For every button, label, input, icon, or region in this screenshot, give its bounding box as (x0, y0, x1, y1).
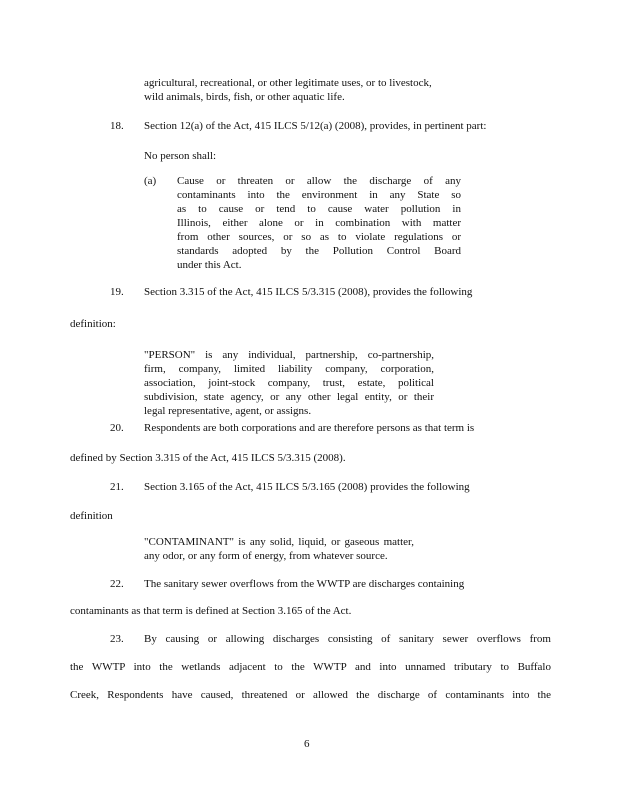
definition-line: firm, company, limited liability company, corporation, (144, 363, 434, 375)
page-number: 6 (304, 738, 310, 750)
item-line: Cause or threaten or allow the discharge of any (177, 175, 461, 187)
para-20-line-1: Respondents are both corporations and are therefore persons as that term is (144, 422, 475, 434)
para-22-number: 22. (110, 578, 124, 590)
para-21-line-1: Section 3.165 of the Act, 415 ILCS 5/3.165 (2008) provides the following (144, 481, 470, 493)
para-19-line-1: Section 3.315 of the Act, 415 ILCS 5/3.315 (2008), provides the following (144, 286, 473, 298)
definition-line: subdivision, state agency, or any other legal entity, or their (144, 391, 434, 403)
para-18-text: Section 12(a) of the Act, 415 ILCS 5/12(a) (2008), provides, in pertinent part: (144, 120, 487, 132)
para-20-number: 20. (110, 422, 124, 434)
quote-line: agricultural, recreational, or other legitimate uses, or to livestock, (144, 77, 432, 89)
item-line: standards adopted by the Pollution Control Board (177, 245, 461, 257)
para-19-line-2: definition: (70, 318, 116, 330)
para-23-line-3: Creek, Respondents have caused, threatened or allowed the discharge of contaminants into the (70, 689, 551, 701)
item-line: from other sources, or so as to violate regulations or (177, 231, 461, 243)
para-18-item-text (177, 174, 461, 272)
item-line: Illinois, either alone or in combination with matter (177, 217, 461, 229)
definition-line: any odor, or any form of energy, from whatever source. (144, 550, 388, 562)
definition-line: association, joint-stock company, trust, estate, political (144, 377, 434, 389)
para-19-number: 19. (110, 286, 124, 298)
para-20-line-2: defined by Section 3.315 of the Act, 415 ILCS 5/3.315 (2008). (70, 452, 346, 464)
para-23-line-2: the WWTP into the wetlands adjacent to the WWTP and into unnamed tributary to Buffalo (70, 661, 551, 673)
para-23-line-1: By causing or allowing discharges consisting of sanitary sewer overflows from (144, 633, 551, 645)
continued-quote (144, 76, 474, 104)
definition-line: "PERSON" is any individual, partnership, co-partnership, (144, 349, 434, 361)
item-line: contaminants into the environment in any State so (177, 189, 461, 201)
para-23-number: 23. (110, 633, 124, 645)
contaminant-definition (144, 535, 414, 563)
item-line: under this Act. (177, 259, 242, 271)
para-22-line-2: contaminants as that term is defined at Section 3.165 of the Act. (70, 605, 352, 617)
para-22-line-1: The sanitary sewer overflows from the WWTP are discharges containing (144, 578, 465, 590)
para-18-item-label: (a) (144, 175, 157, 187)
definition-line: legal representative, agent, or assigns. (144, 405, 312, 417)
item-line: as to cause or tend to cause water pollution in (177, 203, 461, 215)
quote-line: wild animals, birds, fish, or other aquatic life. (144, 91, 345, 103)
para-18-lead: No person shall: (144, 150, 217, 162)
para-21-number: 21. (110, 481, 124, 493)
person-definition (144, 348, 434, 418)
definition-line: "CONTAMINANT" is any solid, liquid, or gaseous matter, (144, 536, 414, 548)
para-21-line-2: definition (70, 510, 113, 522)
para-18-number: 18. (110, 120, 124, 132)
